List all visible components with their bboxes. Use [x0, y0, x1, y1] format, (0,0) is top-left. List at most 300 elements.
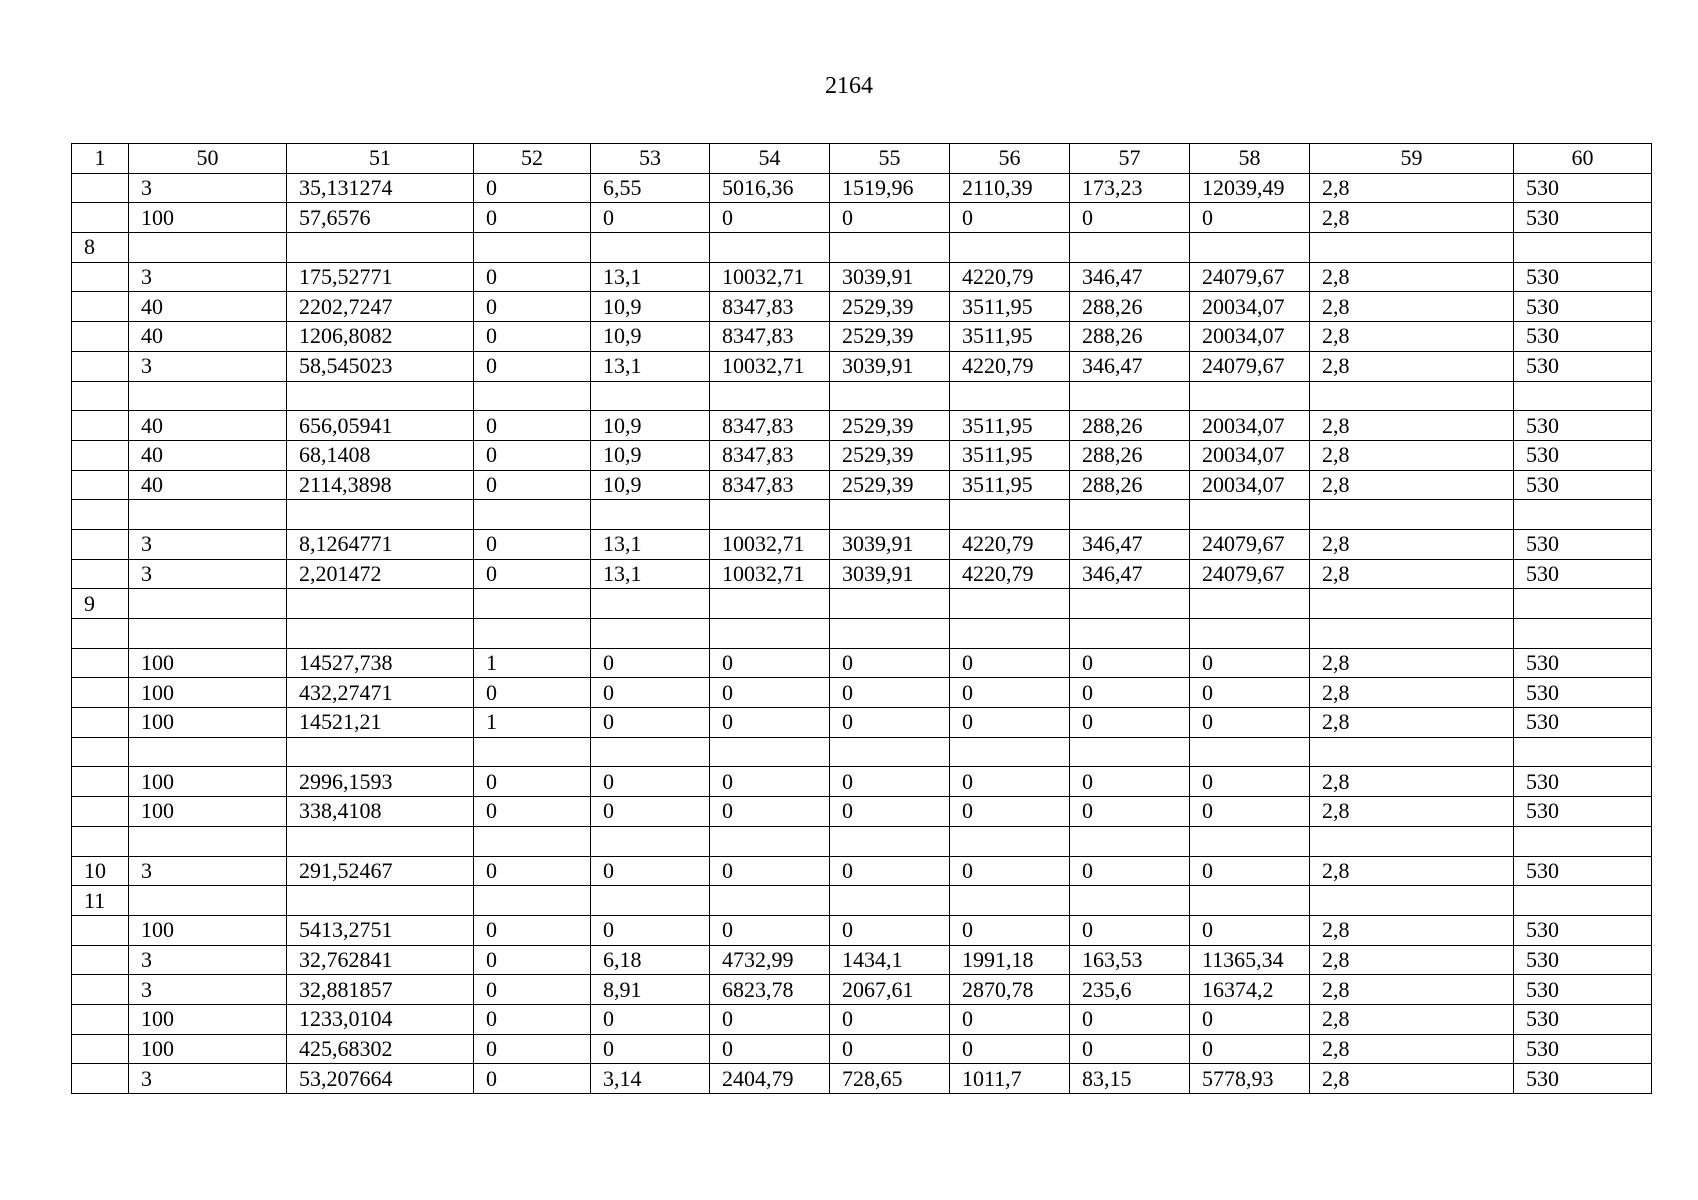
table-cell: 0	[474, 678, 591, 708]
table-cell	[710, 500, 830, 530]
table-cell: 8347,83	[710, 411, 830, 441]
table-cell: 6823,78	[710, 975, 830, 1005]
table-row	[72, 381, 1652, 411]
table-cell: 530	[1514, 945, 1652, 975]
table-cell: 4220,79	[950, 262, 1070, 292]
table-cell: 8,1264771	[287, 529, 474, 559]
table-row	[72, 648, 1652, 678]
table-cell: 35,131274	[287, 173, 474, 203]
table-row	[72, 440, 1652, 470]
table-cell	[474, 619, 591, 649]
table-row	[72, 767, 1652, 797]
table-cell: 2,8	[1310, 1004, 1514, 1034]
table-cell: 3039,91	[830, 351, 950, 381]
table-cell: 3039,91	[830, 559, 950, 589]
table-row	[72, 351, 1652, 381]
table-cell: 235,6	[1070, 975, 1190, 1005]
table-cell: 10	[72, 856, 129, 886]
table-cell: 100	[129, 915, 287, 945]
table-cell: 0	[474, 1034, 591, 1064]
table-cell: 11	[72, 886, 129, 916]
table-cell: 288,26	[1070, 292, 1190, 322]
table-cell	[710, 589, 830, 619]
table-row	[72, 262, 1652, 292]
table-cell: 8,91	[591, 975, 710, 1005]
table-cell: 0	[474, 203, 591, 233]
table-cell: 1	[474, 708, 591, 738]
table-row	[72, 529, 1652, 559]
table-cell: 0	[1190, 915, 1310, 945]
table-cell: 11365,34	[1190, 945, 1310, 975]
table-cell: 8347,83	[710, 322, 830, 352]
table-cell	[950, 737, 1070, 767]
table-cell: 2,8	[1310, 203, 1514, 233]
table-cell: 0	[830, 678, 950, 708]
table-cell	[830, 381, 950, 411]
table-row	[72, 856, 1652, 886]
table-cell	[1514, 619, 1652, 649]
table-cell: 40	[129, 470, 287, 500]
table-cell: 530	[1514, 173, 1652, 203]
table-cell	[830, 619, 950, 649]
table-cell	[1190, 826, 1310, 856]
table-cell	[1514, 381, 1652, 411]
table-cell	[1070, 737, 1190, 767]
table-cell	[72, 529, 129, 559]
table-cell	[287, 826, 474, 856]
table-row	[72, 233, 1652, 263]
table-cell: 32,762841	[287, 945, 474, 975]
table-cell	[72, 945, 129, 975]
table-cell: 10032,71	[710, 529, 830, 559]
table-cell: 0	[1070, 797, 1190, 827]
table-cell: 10,9	[591, 440, 710, 470]
table-cell: 5016,36	[710, 173, 830, 203]
table-row	[72, 470, 1652, 500]
table-cell: 0	[1070, 708, 1190, 738]
table-cell: 0	[1190, 1004, 1310, 1034]
table-cell: 100	[129, 1004, 287, 1034]
column-header: 51	[287, 144, 474, 174]
table-cell	[591, 233, 710, 263]
table-cell	[72, 915, 129, 945]
table-row	[72, 975, 1652, 1005]
table-cell: 1991,18	[950, 945, 1070, 975]
table-cell	[474, 233, 591, 263]
table-cell	[287, 381, 474, 411]
table-cell	[129, 826, 287, 856]
table-cell: 0	[1190, 767, 1310, 797]
table-cell: 530	[1514, 262, 1652, 292]
table-cell: 0	[830, 856, 950, 886]
table-cell	[72, 411, 129, 441]
table-cell	[830, 826, 950, 856]
table-cell: 3	[129, 856, 287, 886]
table-cell: 8	[72, 233, 129, 263]
table-cell: 0	[474, 351, 591, 381]
table-cell	[287, 233, 474, 263]
data-table	[71, 143, 1652, 1094]
table-cell	[287, 737, 474, 767]
column-header: 56	[950, 144, 1070, 174]
table-cell	[129, 886, 287, 916]
table-cell: 0	[950, 1034, 1070, 1064]
table-cell: 68,1408	[287, 440, 474, 470]
table-cell: 0	[710, 678, 830, 708]
table-cell	[72, 619, 129, 649]
table-cell: 10,9	[591, 292, 710, 322]
table-cell: 530	[1514, 708, 1652, 738]
table-cell: 8347,83	[710, 470, 830, 500]
table-cell: 728,65	[830, 1064, 950, 1094]
table-cell: 2529,39	[830, 440, 950, 470]
table-cell	[474, 381, 591, 411]
table-cell: 2529,39	[830, 292, 950, 322]
table-cell: 288,26	[1070, 470, 1190, 500]
table-cell: 656,05941	[287, 411, 474, 441]
table-cell: 10032,71	[710, 262, 830, 292]
table-cell	[591, 619, 710, 649]
table-row	[72, 797, 1652, 827]
table-cell	[950, 619, 1070, 649]
table-cell: 0	[830, 203, 950, 233]
table-cell: 2,8	[1310, 529, 1514, 559]
table-cell: 2,8	[1310, 262, 1514, 292]
table-cell: 0	[710, 797, 830, 827]
table-cell	[72, 203, 129, 233]
table-cell	[72, 262, 129, 292]
table-cell: 0	[830, 648, 950, 678]
table-cell: 4220,79	[950, 351, 1070, 381]
table-cell: 0	[474, 470, 591, 500]
table-cell: 40	[129, 411, 287, 441]
column-header: 58	[1190, 144, 1310, 174]
table-cell: 2,201472	[287, 559, 474, 589]
table-cell: 0	[474, 529, 591, 559]
table-cell	[591, 381, 710, 411]
table-cell: 0	[950, 915, 1070, 945]
table-cell: 530	[1514, 529, 1652, 559]
table-cell: 0	[474, 1064, 591, 1094]
table-cell: 2,8	[1310, 797, 1514, 827]
table-cell	[72, 1034, 129, 1064]
table-cell: 3511,95	[950, 292, 1070, 322]
table-cell	[72, 500, 129, 530]
table-cell: 20034,07	[1190, 411, 1310, 441]
table-cell	[830, 886, 950, 916]
table-cell: 0	[1190, 203, 1310, 233]
table-cell: 3	[129, 351, 287, 381]
table-cell: 0	[710, 648, 830, 678]
table-cell: 530	[1514, 203, 1652, 233]
table-cell: 14521,21	[287, 708, 474, 738]
table-cell: 346,47	[1070, 351, 1190, 381]
table-cell	[1190, 233, 1310, 263]
table-cell	[474, 500, 591, 530]
table-cell	[129, 500, 287, 530]
column-header: 52	[474, 144, 591, 174]
table-cell: 0	[950, 797, 1070, 827]
table-cell	[710, 381, 830, 411]
table-cell: 2,8	[1310, 1034, 1514, 1064]
table-cell	[287, 886, 474, 916]
table-cell: 0	[474, 262, 591, 292]
table-cell	[950, 233, 1070, 263]
table-cell: 0	[830, 708, 950, 738]
table-cell: 530	[1514, 915, 1652, 945]
table-cell: 12039,49	[1190, 173, 1310, 203]
table-cell: 0	[950, 856, 1070, 886]
table-cell: 0	[710, 915, 830, 945]
table-cell	[287, 619, 474, 649]
table-cell: 13,1	[591, 529, 710, 559]
table-cell: 1434,1	[830, 945, 950, 975]
table-cell: 0	[591, 1004, 710, 1034]
table-cell: 0	[474, 797, 591, 827]
table-cell: 0	[950, 648, 1070, 678]
table-cell: 346,47	[1070, 529, 1190, 559]
table-cell: 24079,67	[1190, 559, 1310, 589]
table-cell	[1310, 619, 1514, 649]
table-cell: 0	[830, 767, 950, 797]
table-cell: 24079,67	[1190, 262, 1310, 292]
table-cell: 2,8	[1310, 411, 1514, 441]
table-cell	[72, 737, 129, 767]
table-cell	[1514, 589, 1652, 619]
table-cell	[1514, 826, 1652, 856]
table-cell: 2114,3898	[287, 470, 474, 500]
table-cell: 8347,83	[710, 440, 830, 470]
table-cell: 0	[1070, 203, 1190, 233]
table-cell: 0	[474, 440, 591, 470]
table-cell: 0	[1070, 678, 1190, 708]
table-cell: 10032,71	[710, 351, 830, 381]
table-cell: 3	[129, 1064, 287, 1094]
table-cell: 100	[129, 797, 287, 827]
table-cell: 1233,0104	[287, 1004, 474, 1034]
table-cell: 2,8	[1310, 351, 1514, 381]
table-cell: 24079,67	[1190, 529, 1310, 559]
table-cell: 40	[129, 440, 287, 470]
table-cell: 530	[1514, 292, 1652, 322]
table-cell	[1190, 886, 1310, 916]
table-cell	[710, 233, 830, 263]
table-cell	[830, 500, 950, 530]
table-cell	[1070, 886, 1190, 916]
table-cell	[710, 826, 830, 856]
table-cell	[72, 678, 129, 708]
table-cell: 20034,07	[1190, 292, 1310, 322]
table-cell	[1190, 589, 1310, 619]
table-cell: 0	[474, 559, 591, 589]
table-row	[72, 708, 1652, 738]
table-cell: 0	[474, 322, 591, 352]
table-row	[72, 589, 1652, 619]
table-cell: 346,47	[1070, 559, 1190, 589]
table-cell	[1514, 233, 1652, 263]
table-cell	[950, 886, 1070, 916]
table-cell: 0	[710, 767, 830, 797]
table-cell: 2404,79	[710, 1064, 830, 1094]
table-cell	[950, 589, 1070, 619]
table-body	[72, 144, 1652, 1094]
table-cell: 0	[591, 767, 710, 797]
table-cell: 4220,79	[950, 529, 1070, 559]
table-cell	[72, 470, 129, 500]
table-cell	[1310, 737, 1514, 767]
table-cell	[1070, 589, 1190, 619]
table-cell: 0	[474, 292, 591, 322]
table-cell: 3	[129, 975, 287, 1005]
table-cell: 2,8	[1310, 559, 1514, 589]
table-cell: 3039,91	[830, 529, 950, 559]
table-cell: 530	[1514, 1034, 1652, 1064]
table-row	[72, 1064, 1652, 1094]
table-cell	[591, 500, 710, 530]
table-cell	[72, 975, 129, 1005]
table-cell: 3,14	[591, 1064, 710, 1094]
table-cell: 0	[591, 648, 710, 678]
table-cell	[591, 886, 710, 916]
table-cell: 0	[710, 203, 830, 233]
table-cell	[591, 737, 710, 767]
table-cell	[1190, 500, 1310, 530]
table-cell: 530	[1514, 856, 1652, 886]
table-cell: 16374,2	[1190, 975, 1310, 1005]
table-cell	[72, 440, 129, 470]
table-cell	[72, 708, 129, 738]
table-cell: 3511,95	[950, 411, 1070, 441]
table-cell: 3	[129, 945, 287, 975]
table-cell: 13,1	[591, 559, 710, 589]
table-cell: 175,52771	[287, 262, 474, 292]
table-cell: 2996,1593	[287, 767, 474, 797]
table-cell	[72, 797, 129, 827]
table-cell	[1190, 737, 1310, 767]
table-cell	[710, 886, 830, 916]
table-cell: 2529,39	[830, 411, 950, 441]
table-cell: 530	[1514, 648, 1652, 678]
table-cell: 530	[1514, 351, 1652, 381]
table-row	[72, 203, 1652, 233]
table-cell	[72, 648, 129, 678]
table-cell	[287, 589, 474, 619]
table-cell: 24079,67	[1190, 351, 1310, 381]
table-cell	[72, 1004, 129, 1034]
table-cell	[591, 826, 710, 856]
table-cell: 2,8	[1310, 975, 1514, 1005]
table-cell: 2529,39	[830, 470, 950, 500]
table-cell	[710, 619, 830, 649]
table-cell	[474, 826, 591, 856]
table-cell: 530	[1514, 470, 1652, 500]
table-cell: 100	[129, 708, 287, 738]
table-cell: 0	[950, 1004, 1070, 1034]
table-cell: 530	[1514, 322, 1652, 352]
table-cell: 1206,8082	[287, 322, 474, 352]
table-cell: 0	[950, 203, 1070, 233]
column-header: 57	[1070, 144, 1190, 174]
table-cell: 2,8	[1310, 648, 1514, 678]
table-cell: 0	[710, 1034, 830, 1064]
table-cell: 0	[1070, 648, 1190, 678]
table-cell: 0	[591, 915, 710, 945]
column-header: 60	[1514, 144, 1652, 174]
table-cell: 432,27471	[287, 678, 474, 708]
table-cell: 2,8	[1310, 708, 1514, 738]
table-cell: 0	[1070, 856, 1190, 886]
table-cell: 0	[1190, 856, 1310, 886]
table-row	[72, 678, 1652, 708]
table-cell: 0	[1190, 678, 1310, 708]
table-cell: 346,47	[1070, 262, 1190, 292]
table-cell	[287, 500, 474, 530]
table-cell: 4220,79	[950, 559, 1070, 589]
table-cell: 288,26	[1070, 322, 1190, 352]
table-cell	[1514, 500, 1652, 530]
column-header: 53	[591, 144, 710, 174]
table-cell: 288,26	[1070, 411, 1190, 441]
table-cell: 0	[950, 708, 1070, 738]
table-cell: 0	[950, 678, 1070, 708]
table-cell	[474, 886, 591, 916]
table-cell: 13,1	[591, 262, 710, 292]
table-cell	[474, 737, 591, 767]
table-cell: 530	[1514, 767, 1652, 797]
table-cell: 0	[591, 708, 710, 738]
table-cell	[830, 737, 950, 767]
table-cell: 4732,99	[710, 945, 830, 975]
table-cell	[129, 737, 287, 767]
table-cell: 1519,96	[830, 173, 950, 203]
table-cell	[1514, 737, 1652, 767]
page-number: 2164	[825, 73, 873, 99]
table-row	[72, 737, 1652, 767]
table-cell: 2,8	[1310, 678, 1514, 708]
table-cell	[1310, 233, 1514, 263]
table-cell	[1514, 886, 1652, 916]
table-cell: 8347,83	[710, 292, 830, 322]
table-cell	[72, 559, 129, 589]
table-cell	[1310, 381, 1514, 411]
table-cell	[72, 173, 129, 203]
table-cell: 0	[474, 1004, 591, 1034]
table-cell: 32,881857	[287, 975, 474, 1005]
table-cell: 2870,78	[950, 975, 1070, 1005]
table-cell: 100	[129, 678, 287, 708]
table-row	[72, 322, 1652, 352]
table-cell: 40	[129, 292, 287, 322]
table-cell: 0	[1070, 1034, 1190, 1064]
table-cell: 6,55	[591, 173, 710, 203]
table-cell	[710, 737, 830, 767]
table-cell	[950, 500, 1070, 530]
column-header: 59	[1310, 144, 1514, 174]
table-cell: 2,8	[1310, 173, 1514, 203]
table-cell: 0	[710, 1004, 830, 1034]
table-cell: 0	[1070, 767, 1190, 797]
table-cell: 288,26	[1070, 440, 1190, 470]
table-cell: 530	[1514, 1004, 1652, 1034]
table-cell: 0	[710, 856, 830, 886]
table-cell: 2529,39	[830, 322, 950, 352]
table-cell	[1310, 500, 1514, 530]
table-cell: 2,8	[1310, 945, 1514, 975]
table-row	[72, 292, 1652, 322]
table-cell: 0	[474, 767, 591, 797]
table-cell: 0	[1190, 648, 1310, 678]
table-cell: 2202,7247	[287, 292, 474, 322]
